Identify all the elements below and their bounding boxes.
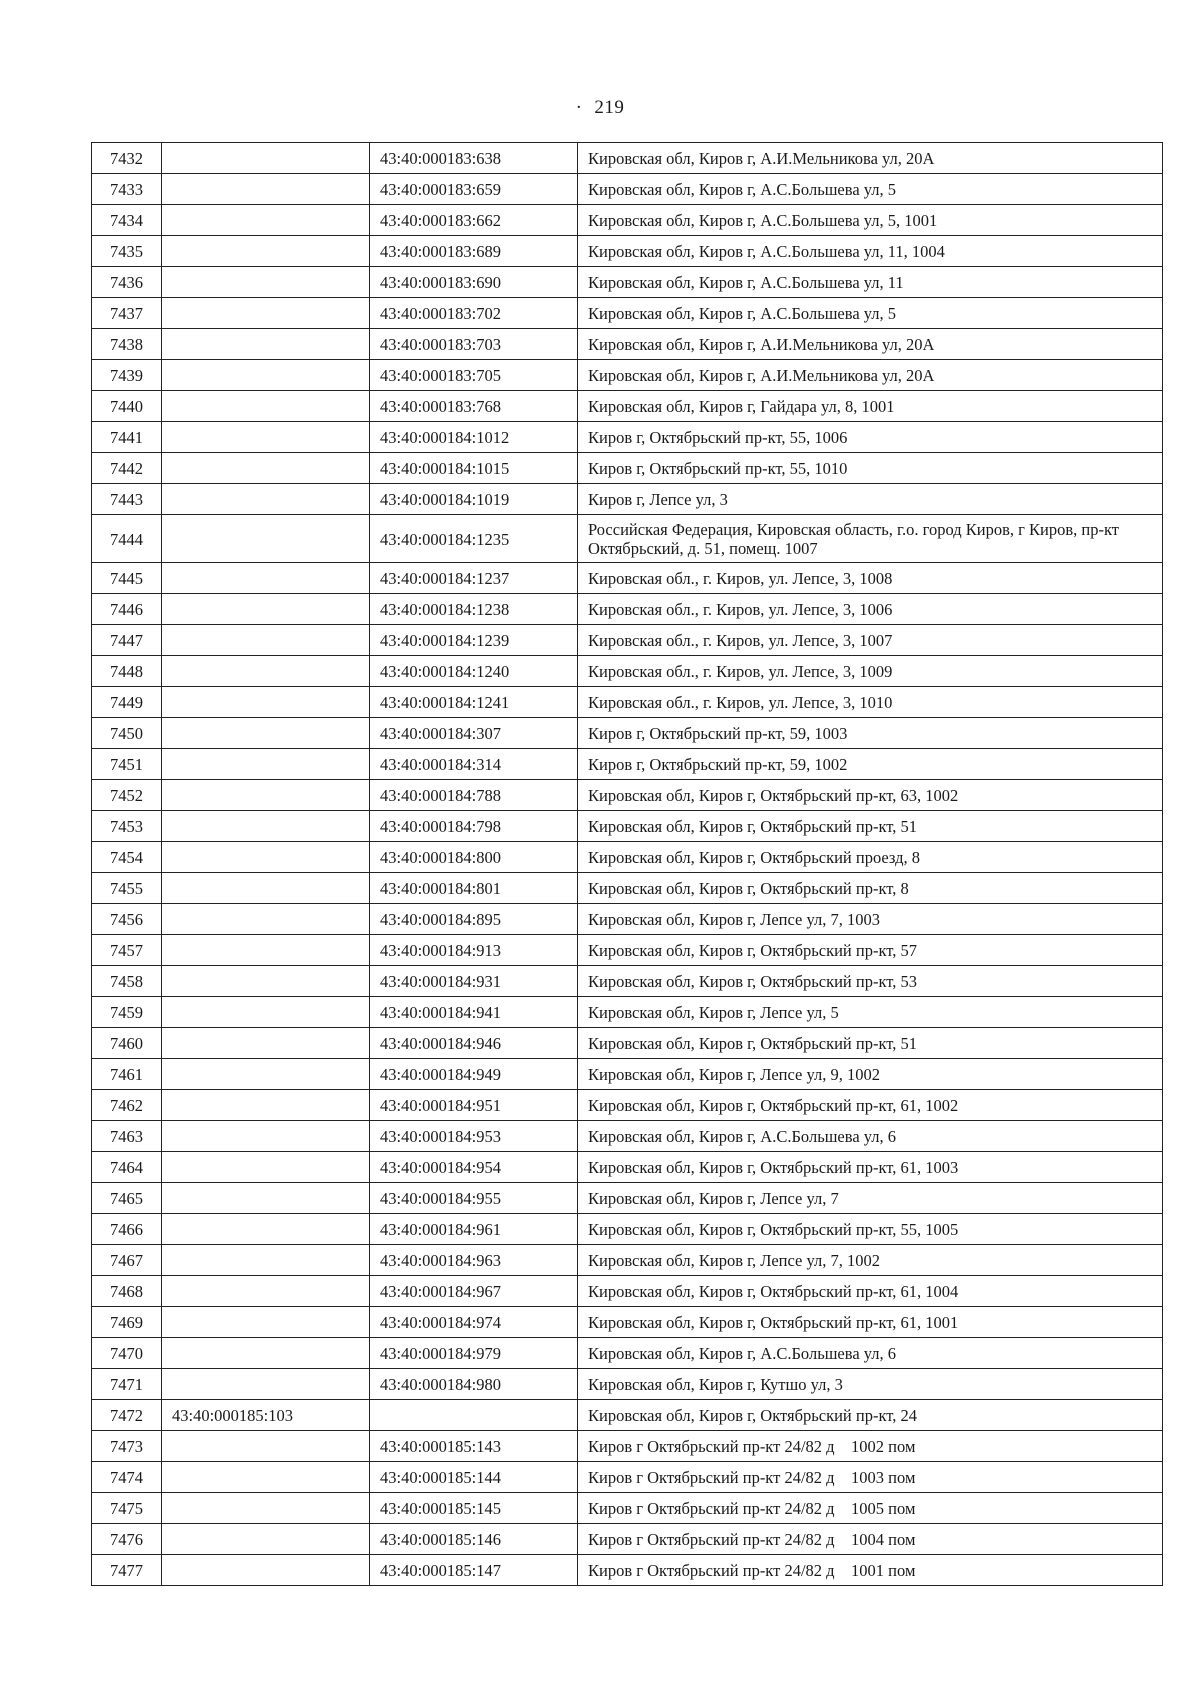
cadastral-block-cell [162, 811, 370, 842]
address-cell: Киров г, Октябрьский пр-кт, 55, 1010 [578, 453, 1163, 484]
table-row [92, 174, 1163, 205]
row-number-cell: 7435 [92, 236, 162, 267]
address-cell: Кировская обл, Киров г, А.С.Большева ул, 6 [578, 1121, 1163, 1152]
cadastral-block-cell [162, 563, 370, 594]
cadastral-number-cell: 43:40:000184:967 [370, 1276, 578, 1307]
row-number-cell: 7448 [92, 656, 162, 687]
cadastral-block-cell [162, 143, 370, 174]
table-row [92, 1555, 1163, 1586]
address-cell: Киров г, Октябрьский пр-кт, 59, 1003 [578, 718, 1163, 749]
cadastral-block-cell [162, 1152, 370, 1183]
address-cell: Кировская обл, Киров г, Лепсе ул, 7, 1003 [578, 904, 1163, 935]
address-cell: Кировская обл, Киров г, А.И.Мельникова ул, 20А [578, 143, 1163, 174]
table-row [92, 873, 1163, 904]
cadastral-block-cell [162, 1338, 370, 1369]
row-number-cell: 7458 [92, 966, 162, 997]
address-cell: Кировская обл, Киров г, А.С.Большева ул, 6 [578, 1338, 1163, 1369]
row-number-cell: 7449 [92, 687, 162, 718]
cadastral-number-cell: 43:40:000184:953 [370, 1121, 578, 1152]
address-cell: Кировская обл, Киров г, Октябрьский пр-кт, 55, 1005 [578, 1214, 1163, 1245]
cadastral-number-cell: 43:40:000185:147 [370, 1555, 578, 1586]
address-cell: Кировская обл, Киров г, Октябрьский пр-кт, 51 [578, 1028, 1163, 1059]
address-cell: Кировская обл, Киров г, А.С.Большева ул, 11, 1004 [578, 236, 1163, 267]
cadastral-number-cell: 43:40:000184:955 [370, 1183, 578, 1214]
address-cell: Кировская обл, Киров г, А.С.Большева ул, 5, 1001 [578, 205, 1163, 236]
address-cell: Киров г Октябрьский пр-кт 24/82 д 1003 пом [578, 1462, 1163, 1493]
row-number-cell: 7460 [92, 1028, 162, 1059]
table-row [92, 656, 1163, 687]
row-number-cell: 7445 [92, 563, 162, 594]
row-number-cell: 7450 [92, 718, 162, 749]
table-row [92, 422, 1163, 453]
cadastral-number-cell: 43:40:000184:788 [370, 780, 578, 811]
address-cell: Кировская обл, Киров г, Октябрьский пр-кт, 61, 1003 [578, 1152, 1163, 1183]
cadastral-block-cell [162, 391, 370, 422]
table-row [92, 484, 1163, 515]
table-row [92, 997, 1163, 1028]
row-number-cell: 7463 [92, 1121, 162, 1152]
cadastral-block-cell [162, 1431, 370, 1462]
table-row [92, 1183, 1163, 1214]
address-cell: Кировская обл, Киров г, Октябрьский пр-кт, 24 [578, 1400, 1163, 1431]
row-number-cell: 7438 [92, 329, 162, 360]
row-number-cell: 7456 [92, 904, 162, 935]
row-number-cell: 7466 [92, 1214, 162, 1245]
table-row [92, 1462, 1163, 1493]
cadastral-number-cell: 43:40:000184:895 [370, 904, 578, 935]
row-number-cell: 7455 [92, 873, 162, 904]
row-number-cell: 7433 [92, 174, 162, 205]
row-number-cell: 7443 [92, 484, 162, 515]
cadastral-block-cell [162, 1214, 370, 1245]
cadastral-number-cell: 43:40:000184:307 [370, 718, 578, 749]
table-row [92, 1090, 1163, 1121]
row-number-cell: 7444 [92, 515, 162, 563]
cadastral-block-cell: 43:40:000185:103 [162, 1400, 370, 1431]
cadastral-block-cell [162, 484, 370, 515]
cadastral-number-cell: 43:40:000184:913 [370, 935, 578, 966]
row-number-cell: 7467 [92, 1245, 162, 1276]
row-number-cell: 7472 [92, 1400, 162, 1431]
address-cell: Кировская обл, Киров г, Октябрьский пр-кт, 61, 1001 [578, 1307, 1163, 1338]
row-number-cell: 7465 [92, 1183, 162, 1214]
row-number-cell: 7432 [92, 143, 162, 174]
cadastral-block-cell [162, 1121, 370, 1152]
cadastral-block-cell [162, 453, 370, 484]
table-row [92, 563, 1163, 594]
table-row [92, 236, 1163, 267]
table-row [92, 298, 1163, 329]
cadastral-block-cell [162, 625, 370, 656]
cadastral-block-cell [162, 298, 370, 329]
table-row [92, 966, 1163, 997]
cadastral-block-cell [162, 966, 370, 997]
row-number-cell: 7473 [92, 1431, 162, 1462]
row-number-cell: 7442 [92, 453, 162, 484]
address-cell: Кировская обл, Киров г, Октябрьский пр-кт, 61, 1002 [578, 1090, 1163, 1121]
cadastral-number-cell: 43:40:000183:638 [370, 143, 578, 174]
page-number [0, 97, 1200, 119]
cadastral-block-cell [162, 267, 370, 298]
table-row [92, 515, 1163, 563]
cadastral-block-cell [162, 1524, 370, 1555]
cadastral-block-cell [162, 1276, 370, 1307]
cadastral-block-cell [162, 904, 370, 935]
row-number-cell: 7437 [92, 298, 162, 329]
cadastral-number-cell: 43:40:000185:144 [370, 1462, 578, 1493]
address-cell: Киров г Октябрьский пр-кт 24/82 д 1001 пом [578, 1555, 1163, 1586]
cadastral-number-cell: 43:40:000184:1012 [370, 422, 578, 453]
row-number-cell: 7446 [92, 594, 162, 625]
row-number-cell: 7474 [92, 1462, 162, 1493]
row-number-cell: 7457 [92, 935, 162, 966]
cadastral-number-cell: 43:40:000183:703 [370, 329, 578, 360]
table-row [92, 1245, 1163, 1276]
cadastral-block-cell [162, 842, 370, 873]
table-row [92, 267, 1163, 298]
address-cell: Кировская обл, Киров г, Лепсе ул, 7 [578, 1183, 1163, 1214]
cadastral-number-cell: 43:40:000184:314 [370, 749, 578, 780]
row-number-cell: 7434 [92, 205, 162, 236]
address-cell: Кировская обл, Киров г, Октябрьский пр-кт, 63, 1002 [578, 780, 1163, 811]
cadastral-block-cell [162, 236, 370, 267]
cadastral-number-cell: 43:40:000184:974 [370, 1307, 578, 1338]
address-cell: Кировская обл, Киров г, А.С.Большева ул, 5 [578, 174, 1163, 205]
cadastral-number-cell: 43:40:000184:800 [370, 842, 578, 873]
table-row [92, 1121, 1163, 1152]
address-cell: Кировская обл., г. Киров, ул. Лепсе, 3, 1008 [578, 563, 1163, 594]
row-number-cell: 7459 [92, 997, 162, 1028]
address-cell: Кировская обл, Киров г, Лепсе ул, 5 [578, 997, 1163, 1028]
cadastral-block-cell [162, 1462, 370, 1493]
address-cell: Киров г, Октябрьский пр-кт, 59, 1002 [578, 749, 1163, 780]
cadastral-block-cell [162, 1090, 370, 1121]
cadastral-number-cell: 43:40:000184:801 [370, 873, 578, 904]
table-row [92, 1524, 1163, 1555]
table-row [92, 780, 1163, 811]
registry-table [91, 142, 1163, 1586]
row-number-cell: 7476 [92, 1524, 162, 1555]
cadastral-block-cell [162, 515, 370, 563]
address-cell: Российская Федерация, Кировская область, г.о. город Киров, г Киров, пр-кт Октябрьский, д. 51, помещ. 1007 [578, 515, 1163, 563]
table-row [92, 749, 1163, 780]
table-row [92, 1152, 1163, 1183]
cadastral-number-cell: 43:40:000184:931 [370, 966, 578, 997]
registry-table-body [92, 143, 1163, 1586]
table-row [92, 1276, 1163, 1307]
row-number-cell: 7471 [92, 1369, 162, 1400]
address-cell: Кировская обл, Киров г, Октябрьский пр-кт, 57 [578, 935, 1163, 966]
table-row [92, 1431, 1163, 1462]
cadastral-number-cell: 43:40:000184:963 [370, 1245, 578, 1276]
cadastral-number-cell: 43:40:000184:961 [370, 1214, 578, 1245]
table-row [92, 1369, 1163, 1400]
row-number-cell: 7453 [92, 811, 162, 842]
address-cell: Кировская обл, Киров г, Октябрьский пр-кт, 61, 1004 [578, 1276, 1163, 1307]
cadastral-block-cell [162, 360, 370, 391]
address-cell: Кировская обл, Киров г, Октябрьский пр-кт, 8 [578, 873, 1163, 904]
cadastral-number-cell: 43:40:000184:1240 [370, 656, 578, 687]
cadastral-block-cell [162, 780, 370, 811]
table-row [92, 1028, 1163, 1059]
cadastral-block-cell [162, 1493, 370, 1524]
row-number-cell: 7454 [92, 842, 162, 873]
address-cell: Киров г Октябрьский пр-кт 24/82 д 1002 пом [578, 1431, 1163, 1462]
address-cell: Кировская обл, Киров г, Октябрьский пр-кт, 53 [578, 966, 1163, 997]
table-row [92, 205, 1163, 236]
cadastral-number-cell: 43:40:000183:702 [370, 298, 578, 329]
row-number-cell: 7469 [92, 1307, 162, 1338]
cadastral-block-cell [162, 329, 370, 360]
table-row [92, 811, 1163, 842]
row-number-cell: 7440 [92, 391, 162, 422]
cadastral-number-cell: 43:40:000183:690 [370, 267, 578, 298]
address-cell: Киров г Октябрьский пр-кт 24/82 д 1005 пом [578, 1493, 1163, 1524]
address-cell: Кировская обл, Киров г, Лепсе ул, 9, 1002 [578, 1059, 1163, 1090]
cadastral-number-cell: 43:40:000184:946 [370, 1028, 578, 1059]
table-row [92, 360, 1163, 391]
cadastral-block-cell [162, 205, 370, 236]
address-cell: Кировская обл., г. Киров, ул. Лепсе, 3, 1007 [578, 625, 1163, 656]
cadastral-block-cell [162, 1307, 370, 1338]
row-number-cell: 7464 [92, 1152, 162, 1183]
cadastral-number-cell: 43:40:000184:1235 [370, 515, 578, 563]
cadastral-block-cell [162, 997, 370, 1028]
cadastral-block-cell [162, 1059, 370, 1090]
address-cell: Кировская обл, Киров г, Гайдара ул, 8, 1001 [578, 391, 1163, 422]
table-row [92, 1493, 1163, 1524]
row-number-cell: 7477 [92, 1555, 162, 1586]
table-row [92, 329, 1163, 360]
table-row [92, 1307, 1163, 1338]
table-row [92, 594, 1163, 625]
cadastral-block-cell [162, 1183, 370, 1214]
cadastral-number-cell: 43:40:000183:662 [370, 205, 578, 236]
table-row [92, 1059, 1163, 1090]
cadastral-number-cell: 43:40:000184:798 [370, 811, 578, 842]
row-number-cell: 7439 [92, 360, 162, 391]
cadastral-block-cell [162, 718, 370, 749]
address-cell: Кировская обл, Киров г, А.С.Большева ул, 11 [578, 267, 1163, 298]
cadastral-block-cell [162, 422, 370, 453]
cadastral-block-cell [162, 1245, 370, 1276]
cadastral-block-cell [162, 687, 370, 718]
address-cell: Кировская обл, Киров г, Кутшо ул, 3 [578, 1369, 1163, 1400]
table-row [92, 1400, 1163, 1431]
cadastral-number-cell: 43:40:000184:941 [370, 997, 578, 1028]
page-number-value: 219 [594, 97, 625, 118]
cadastral-number-cell [370, 1400, 578, 1431]
cadastral-block-cell [162, 656, 370, 687]
row-number-cell: 7436 [92, 267, 162, 298]
row-number-cell: 7447 [92, 625, 162, 656]
address-cell: Киров г, Лепсе ул, 3 [578, 484, 1163, 515]
cadastral-block-cell [162, 1369, 370, 1400]
cadastral-number-cell: 43:40:000184:1239 [370, 625, 578, 656]
table-row [92, 904, 1163, 935]
table-row [92, 687, 1163, 718]
cadastral-number-cell: 43:40:000185:143 [370, 1431, 578, 1462]
address-cell: Кировская обл., г. Киров, ул. Лепсе, 3, 1009 [578, 656, 1163, 687]
cadastral-block-cell [162, 873, 370, 904]
table-row [92, 842, 1163, 873]
address-cell: Кировская обл, Киров г, Лепсе ул, 7, 1002 [578, 1245, 1163, 1276]
row-number-cell: 7452 [92, 780, 162, 811]
address-cell: Кировская обл, Киров г, А.С.Большева ул, 5 [578, 298, 1163, 329]
cadastral-number-cell: 43:40:000184:951 [370, 1090, 578, 1121]
cadastral-number-cell: 43:40:000184:1237 [370, 563, 578, 594]
cadastral-number-cell: 43:40:000185:146 [370, 1524, 578, 1555]
cadastral-block-cell [162, 174, 370, 205]
row-number-cell: 7451 [92, 749, 162, 780]
cadastral-number-cell: 43:40:000184:979 [370, 1338, 578, 1369]
cadastral-number-cell: 43:40:000184:949 [370, 1059, 578, 1090]
address-cell: Киров г Октябрьский пр-кт 24/82 д 1004 пом [578, 1524, 1163, 1555]
cadastral-block-cell [162, 1555, 370, 1586]
address-cell: Кировская обл, Киров г, Октябрьский проезд, 8 [578, 842, 1163, 873]
address-cell: Кировская обл, Киров г, А.И.Мельникова ул, 20А [578, 360, 1163, 391]
row-number-cell: 7461 [92, 1059, 162, 1090]
table-row [92, 453, 1163, 484]
cadastral-number-cell: 43:40:000184:1238 [370, 594, 578, 625]
table-row [92, 1214, 1163, 1245]
address-cell: Кировская обл, Киров г, Октябрьский пр-кт, 51 [578, 811, 1163, 842]
cadastral-number-cell: 43:40:000184:954 [370, 1152, 578, 1183]
table-row [92, 718, 1163, 749]
cadastral-number-cell: 43:40:000184:1019 [370, 484, 578, 515]
cadastral-number-cell: 43:40:000185:145 [370, 1493, 578, 1524]
cadastral-block-cell [162, 1028, 370, 1059]
row-number-cell: 7470 [92, 1338, 162, 1369]
cadastral-number-cell: 43:40:000184:1241 [370, 687, 578, 718]
cadastral-block-cell [162, 935, 370, 966]
row-number-cell: 7441 [92, 422, 162, 453]
table-row [92, 625, 1163, 656]
table-row [92, 935, 1163, 966]
cadastral-number-cell: 43:40:000184:980 [370, 1369, 578, 1400]
cadastral-number-cell: 43:40:000183:689 [370, 236, 578, 267]
row-number-cell: 7468 [92, 1276, 162, 1307]
address-cell: Кировская обл, Киров г, А.И.Мельникова ул, 20А [578, 329, 1163, 360]
cadastral-number-cell: 43:40:000183:659 [370, 174, 578, 205]
address-cell: Киров г, Октябрьский пр-кт, 55, 1006 [578, 422, 1163, 453]
cadastral-block-cell [162, 594, 370, 625]
cadastral-block-cell [162, 749, 370, 780]
row-number-cell: 7475 [92, 1493, 162, 1524]
cadastral-number-cell: 43:40:000183:705 [370, 360, 578, 391]
address-cell: Кировская обл., г. Киров, ул. Лепсе, 3, 1010 [578, 687, 1163, 718]
table-row [92, 1338, 1163, 1369]
table-row [92, 391, 1163, 422]
cadastral-number-cell: 43:40:000183:768 [370, 391, 578, 422]
cadastral-number-cell: 43:40:000184:1015 [370, 453, 578, 484]
table-row [92, 143, 1163, 174]
address-cell: Кировская обл., г. Киров, ул. Лепсе, 3, 1006 [578, 594, 1163, 625]
scan-mark: · [575, 97, 583, 118]
row-number-cell: 7462 [92, 1090, 162, 1121]
